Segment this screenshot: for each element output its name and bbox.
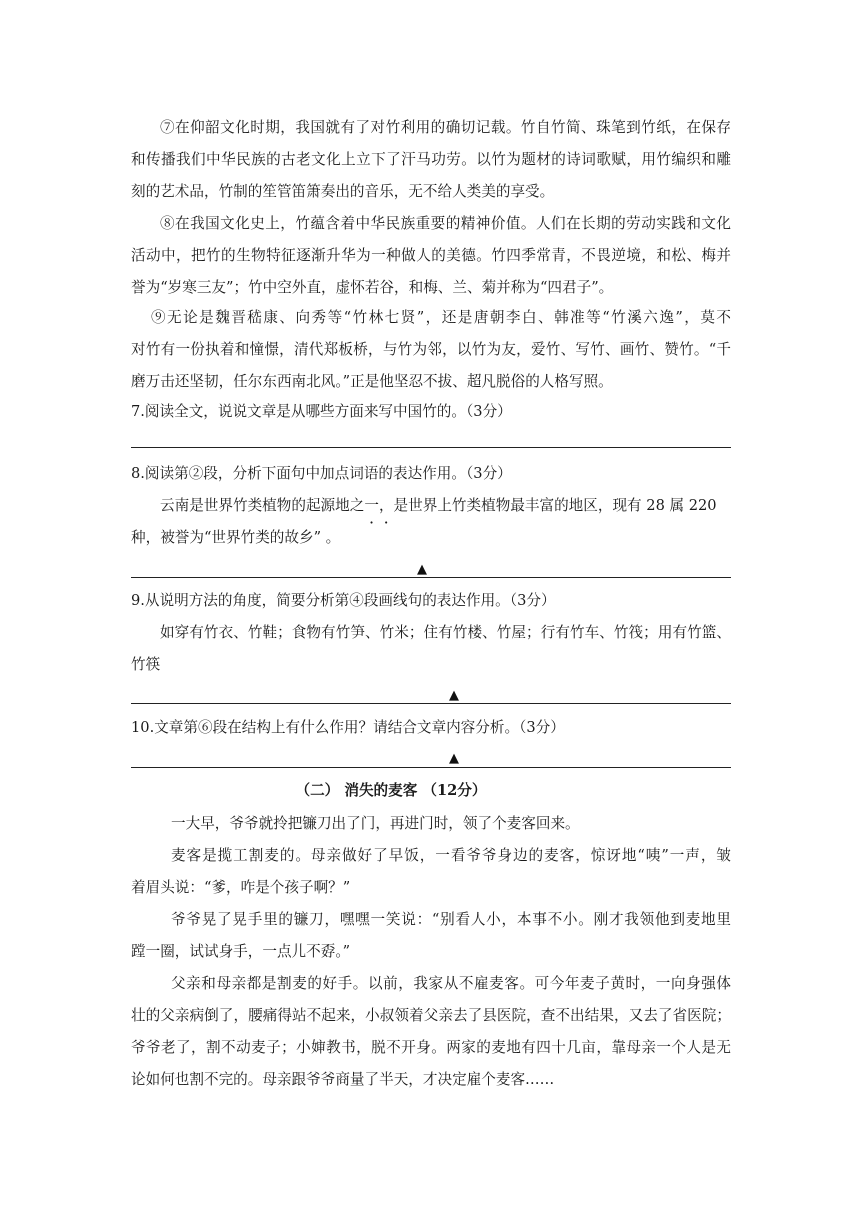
answer-line[interactable]	[131, 447, 731, 448]
text-line: 一大早，爷爷就拎把镰刀出了门，再进门时，领了个麦客回来。	[171, 815, 580, 832]
question-7: 7.阅读全文，说说文章是从哪些方面来写中国竹的。（3分）	[131, 403, 512, 420]
answer-marker: ▲	[449, 751, 459, 766]
section-title: （二） 消失的麦客 （12分）	[295, 782, 487, 799]
text-line: 麦客是揽工割麦的。母亲做好了早饭，一看爷爷身边的麦客，惊讶地“咦”一声，皱	[171, 847, 731, 864]
text-line: 论如何也割不完的。母亲跟爷爷商量了半天，才决定雇个麦客……	[131, 1071, 555, 1088]
text-line: 蹚一圈，试试身手，一点儿不孬。”	[131, 943, 351, 960]
quote-text: 云南是世界竹类植物的起源地	[160, 497, 350, 514]
text-line: 誉为“岁寒三友”；竹中空外直，虚怀若谷，和梅、兰、菊并称为“四君子”。	[131, 279, 614, 296]
text-line: ⑧在我国文化史上，竹蕴含着中华民族重要的精神价值。人们在长期的劳动实践和文化	[160, 215, 731, 232]
text-line: 爷爷晃了晃手里的镰刀，嘿嘿一笑说：“别看人小，本事不小。刚才我领他到麦地里	[171, 911, 731, 928]
question-9: 9.从说明方法的角度，简要分析第④段画线句的表达作用。（3分）	[131, 592, 556, 609]
dotted-word: 一	[364, 497, 379, 514]
text-line: ⑦在仰韶文化时期，我国就有了对竹利用的确切记载。竹自竹简、珠笔到竹纸，在保存	[160, 119, 731, 136]
question-9-quote	[131, 617, 731, 681]
story-paragraph-3	[131, 904, 731, 968]
text-line: 磨万击还坚韧，任尔东西南北风。”正是他坚忍不拔、超凡脱俗的人格写照。	[131, 373, 613, 390]
text-line: 对竹有一份执着和憧憬，清代郑板桥，与竹为邻，以竹为友，爱竹、写竹、画竹、赞竹。“千	[131, 341, 731, 358]
dotted-word: 之	[349, 497, 365, 514]
answer-marker: ▲	[417, 562, 427, 577]
story-paragraph-1	[131, 808, 731, 840]
text-line: 刻的艺术品，竹制的笙管笛箫奏出的音乐，无不给人类美的享受。	[131, 183, 555, 200]
paragraph-7	[131, 112, 731, 208]
question-8-quote-line2: 种，被誉为“世界竹类的故乡” 。	[131, 529, 341, 546]
text-line: 壮的父亲病倒了，腰痛得站不起来，小叔领着父亲去了县医院，查不出结果，又去了省医院；	[131, 1007, 731, 1024]
question-10: 10.文章第⑥段在结构上有什么作用？请结合文章内容分析。（3分）	[131, 719, 565, 736]
text-line: 和传播我们中华民族的古老文化上立下了汗马功劳。以竹为题材的诗词歌赋，用竹编织和雕	[131, 151, 731, 168]
text-line: 爷爷老了，割不动麦子；小婶教书，脱不开身。两家的麦地有四十几亩，靠母亲一个人是无	[131, 1039, 731, 1056]
paragraph-8	[131, 208, 731, 304]
story-paragraph-4	[131, 968, 731, 1096]
text-line: 竹筷	[131, 656, 161, 673]
quote-text: ，是世界上竹类植物最丰富的地区，现有 28 属 220	[378, 497, 717, 514]
answer-line[interactable]	[131, 577, 731, 578]
text-line: 父亲和母亲都是割麦的好手。以前，我家从不雇麦客。可今年麦子黄时，一向身强体	[171, 975, 731, 992]
story-paragraph-2	[131, 840, 731, 904]
answer-line[interactable]	[131, 703, 731, 704]
question-8: 8.阅读第②段，分析下面句中加点词语的表达作用。（3分）	[131, 465, 512, 482]
text-line: 着眉头说：“爹，咋是个孩子啊？”	[131, 879, 351, 896]
answer-marker: ▲	[449, 688, 459, 703]
text-line: ⑨无论是魏晋嵇康、向秀等“竹林七贤”，还是唐朝李白、韩准等“竹溪六逸”，莫不	[151, 309, 731, 326]
answer-line[interactable]	[131, 767, 731, 768]
text-line: 活动中，把竹的生物特征逐渐升华为一种做人的美德。竹四季常青，不畏逆境，和松、梅并	[131, 247, 731, 264]
paragraph-9	[131, 302, 731, 398]
text-line: 如穿有竹衣、竹鞋；食物有竹笋、竹米；住有竹楼、竹屋；行有竹车、竹筏；用有竹篮、	[160, 624, 731, 641]
question-8-quote	[131, 490, 731, 522]
